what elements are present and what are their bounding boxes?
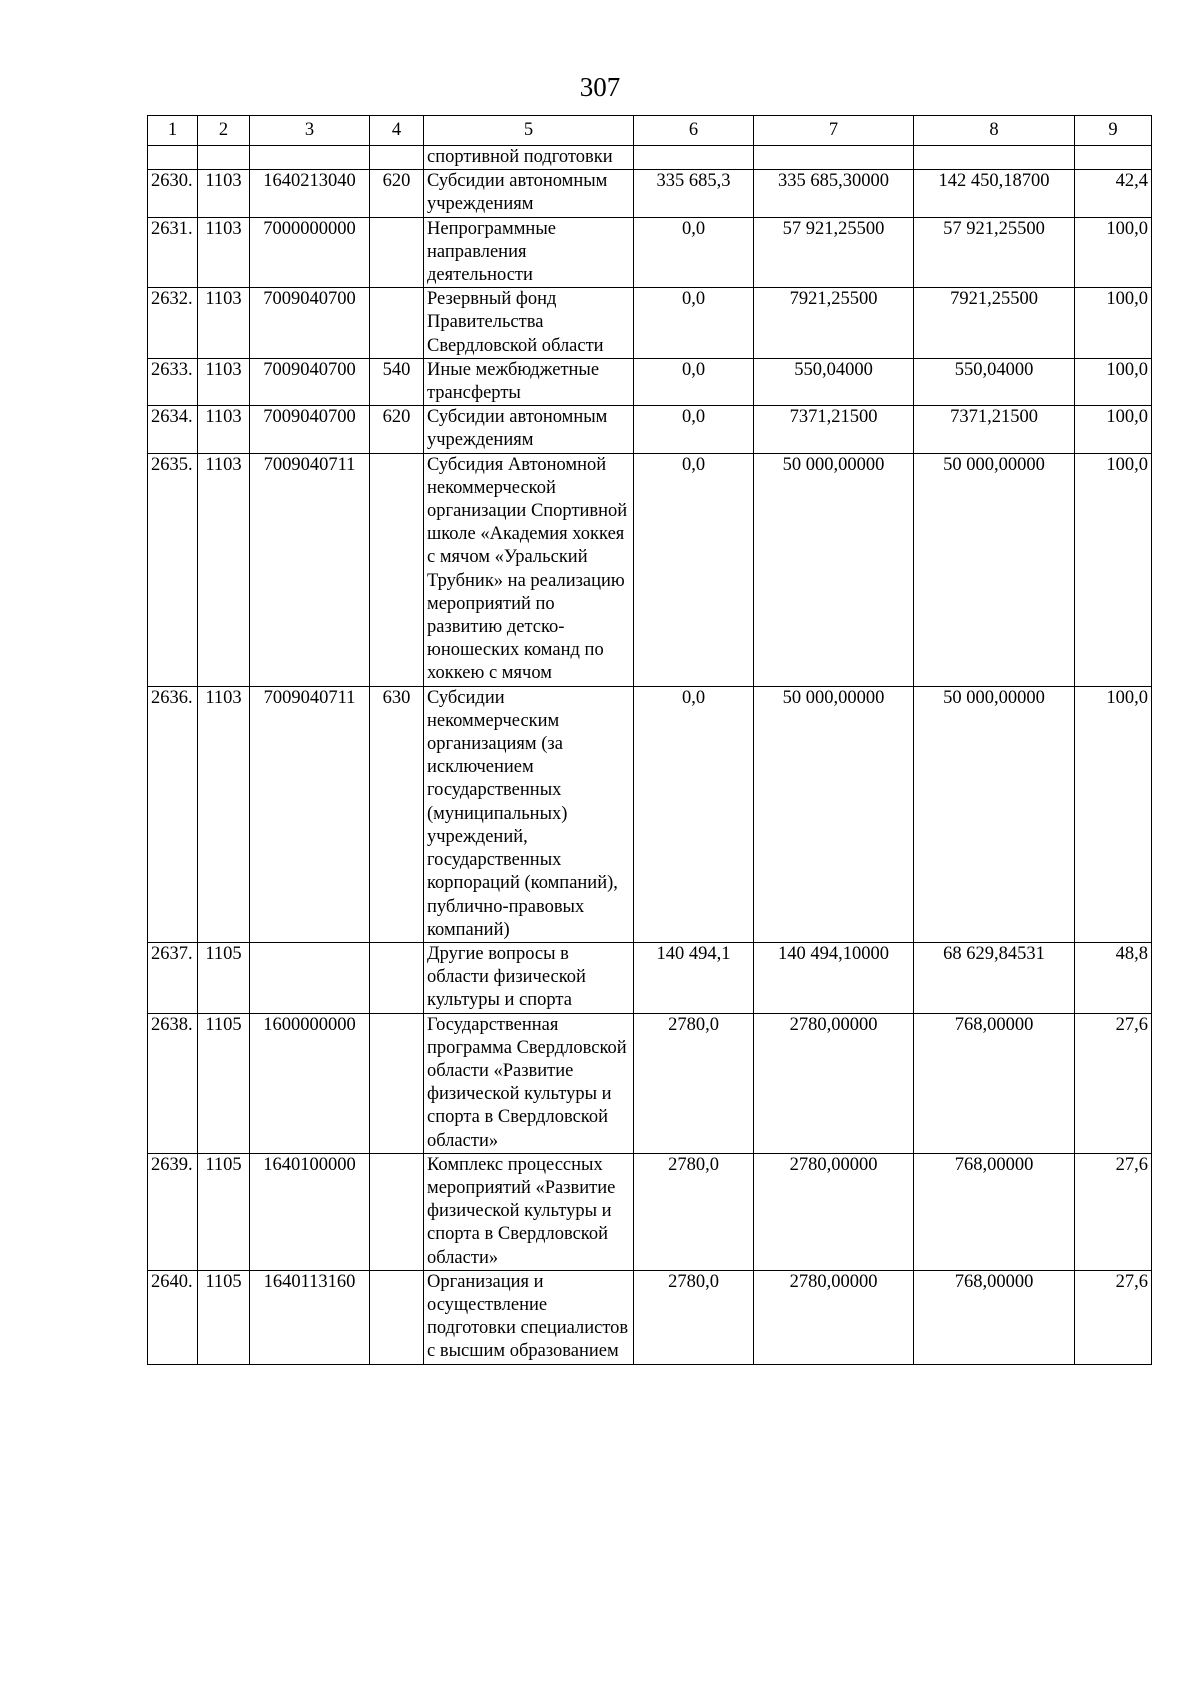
item-name: Субсидия Автономной некоммерческой организации Спортивной школе «Академия хоккея с мячом «Уральский Трубник» на реализацию мероприятий по развитию детско-юношеских команд по хоккею с мячом xyxy=(424,453,634,686)
value-col8: 768,00000 xyxy=(914,1013,1075,1153)
expense-type xyxy=(370,1270,424,1364)
column-header: 4 xyxy=(370,116,424,146)
column-header: 9 xyxy=(1075,116,1152,146)
target-code: 1600000000 xyxy=(250,1013,370,1153)
value-col6: 2780,0 xyxy=(634,1270,754,1364)
row-number: 2637. xyxy=(148,942,198,1013)
percent-col9: 27,6 xyxy=(1075,1013,1152,1153)
target-code: 7000000000 xyxy=(250,217,370,288)
percent-col9: 100,0 xyxy=(1075,453,1152,686)
value-col6: 0,0 xyxy=(634,217,754,288)
item-name: Субсидии некоммерческим организациям (за исключением государственных (муниципальных) учреждений, государственных корпораций (компаний), публично-правовых компаний) xyxy=(424,686,634,942)
item-name: Резервный фонд Правительства Свердловской области xyxy=(424,288,634,359)
percent-col9: 100,0 xyxy=(1075,358,1152,405)
target-code: 7009040711 xyxy=(250,686,370,942)
value-col6: 335 685,3 xyxy=(634,170,754,217)
value-col6: 0,0 xyxy=(634,358,754,405)
column-header: 5 xyxy=(424,116,634,146)
percent-col9: 42,4 xyxy=(1075,170,1152,217)
table-row xyxy=(148,942,1152,1013)
row-number: 2631. xyxy=(148,217,198,288)
item-name: Иные межбюджетные трансферты xyxy=(424,358,634,405)
value-col7 xyxy=(754,146,914,170)
row-number: 2639. xyxy=(148,1153,198,1270)
row-number: 2636. xyxy=(148,686,198,942)
expense-type xyxy=(370,288,424,359)
row-number: 2634. xyxy=(148,406,198,453)
target-code: 1640113160 xyxy=(250,1270,370,1364)
value-col6: 0,0 xyxy=(634,406,754,453)
value-col8 xyxy=(914,146,1075,170)
expense-type xyxy=(370,942,424,1013)
value-col8: 50 000,00000 xyxy=(914,686,1075,942)
section-code: 1103 xyxy=(198,406,250,453)
row-number xyxy=(148,146,198,170)
percent-col9: 27,6 xyxy=(1075,1153,1152,1270)
table-header-row xyxy=(148,116,1152,146)
percent-col9 xyxy=(1075,146,1152,170)
expense-type xyxy=(370,1013,424,1153)
expense-type xyxy=(370,146,424,170)
section-code: 1105 xyxy=(198,1013,250,1153)
table-row xyxy=(148,1153,1152,1270)
value-col6: 140 494,1 xyxy=(634,942,754,1013)
expense-type xyxy=(370,217,424,288)
section-code: 1103 xyxy=(198,686,250,942)
percent-col9: 48,8 xyxy=(1075,942,1152,1013)
table-row xyxy=(148,217,1152,288)
table-row xyxy=(148,358,1152,405)
value-col8: 550,04000 xyxy=(914,358,1075,405)
section-code: 1103 xyxy=(198,288,250,359)
table-row xyxy=(148,1013,1152,1153)
row-number: 2632. xyxy=(148,288,198,359)
value-col6: 0,0 xyxy=(634,686,754,942)
percent-col9: 100,0 xyxy=(1075,288,1152,359)
page-number: 307 xyxy=(579,72,621,102)
item-name: Непрограммные направления деятельности xyxy=(424,217,634,288)
value-col6: 2780,0 xyxy=(634,1013,754,1153)
percent-col9: 27,6 xyxy=(1075,1270,1152,1364)
item-name: Другие вопросы в области физической культуры и спорта xyxy=(424,942,634,1013)
value-col7: 550,04000 xyxy=(754,358,914,405)
value-col8: 57 921,25500 xyxy=(914,217,1075,288)
expense-type: 540 xyxy=(370,358,424,405)
section-code: 1105 xyxy=(198,1153,250,1270)
value-col7: 2780,00000 xyxy=(754,1013,914,1153)
expense-type xyxy=(370,1153,424,1270)
section-code: 1105 xyxy=(198,1270,250,1364)
column-header: 6 xyxy=(634,116,754,146)
value-col8: 7921,25500 xyxy=(914,288,1075,359)
table-row xyxy=(148,686,1152,942)
value-col7: 140 494,10000 xyxy=(754,942,914,1013)
item-name: Организация и осуществление подготовки специалистов с высшим образованием xyxy=(424,1270,634,1364)
item-name: Субсидии автономным учреждениям xyxy=(424,170,634,217)
value-col7: 335 685,30000 xyxy=(754,170,914,217)
item-name: спортивной подготовки xyxy=(424,146,634,170)
item-name: Субсидии автономным учреждениям xyxy=(424,406,634,453)
value-col6: 0,0 xyxy=(634,288,754,359)
table-body xyxy=(148,146,1152,1365)
value-col7: 50 000,00000 xyxy=(754,453,914,686)
value-col7: 2780,00000 xyxy=(754,1270,914,1364)
target-code: 7009040700 xyxy=(250,358,370,405)
target-code xyxy=(250,146,370,170)
value-col6 xyxy=(634,146,754,170)
target-code xyxy=(250,942,370,1013)
value-col8: 68 629,84531 xyxy=(914,942,1075,1013)
value-col6: 0,0 xyxy=(634,453,754,686)
column-header: 3 xyxy=(250,116,370,146)
table-row xyxy=(148,146,1152,170)
value-col8: 50 000,00000 xyxy=(914,453,1075,686)
row-number: 2633. xyxy=(148,358,198,405)
column-header: 8 xyxy=(914,116,1075,146)
table-row xyxy=(148,1270,1152,1364)
target-code: 7009040700 xyxy=(250,406,370,453)
target-code: 1640213040 xyxy=(250,170,370,217)
value-col7: 57 921,25500 xyxy=(754,217,914,288)
value-col7: 7921,25500 xyxy=(754,288,914,359)
value-col7: 7371,21500 xyxy=(754,406,914,453)
percent-col9: 100,0 xyxy=(1075,686,1152,942)
section-code: 1103 xyxy=(198,453,250,686)
section-code: 1105 xyxy=(198,942,250,1013)
table-row xyxy=(148,288,1152,359)
row-number: 2640. xyxy=(148,1270,198,1364)
row-number: 2630. xyxy=(148,170,198,217)
expense-type xyxy=(370,453,424,686)
column-header: 2 xyxy=(198,116,250,146)
expense-type: 620 xyxy=(370,406,424,453)
row-number: 2638. xyxy=(148,1013,198,1153)
section-code xyxy=(198,146,250,170)
item-name: Комплекс процессных мероприятий «Развитие физической культуры и спорта в Свердловской области» xyxy=(424,1153,634,1270)
item-name: Государственная программа Свердловской области «Развитие физической культуры и спорта в Свердловской области» xyxy=(424,1013,634,1153)
target-code: 7009040711 xyxy=(250,453,370,686)
value-col8: 768,00000 xyxy=(914,1153,1075,1270)
value-col8: 7371,21500 xyxy=(914,406,1075,453)
row-number: 2635. xyxy=(148,453,198,686)
percent-col9: 100,0 xyxy=(1075,406,1152,453)
target-code: 1640100000 xyxy=(250,1153,370,1270)
target-code: 7009040700 xyxy=(250,288,370,359)
value-col8: 142 450,18700 xyxy=(914,170,1075,217)
table-row xyxy=(148,453,1152,686)
table-row xyxy=(148,406,1152,453)
section-code: 1103 xyxy=(198,170,250,217)
value-col8: 768,00000 xyxy=(914,1270,1075,1364)
value-col7: 50 000,00000 xyxy=(754,686,914,942)
section-code: 1103 xyxy=(198,217,250,288)
column-header: 1 xyxy=(148,116,198,146)
column-header: 7 xyxy=(754,116,914,146)
section-code: 1103 xyxy=(198,358,250,405)
budget-table xyxy=(147,115,1152,1365)
table-row xyxy=(148,170,1152,217)
percent-col9: 100,0 xyxy=(1075,217,1152,288)
expense-type: 630 xyxy=(370,686,424,942)
value-col7: 2780,00000 xyxy=(754,1153,914,1270)
expense-type: 620 xyxy=(370,170,424,217)
value-col6: 2780,0 xyxy=(634,1153,754,1270)
